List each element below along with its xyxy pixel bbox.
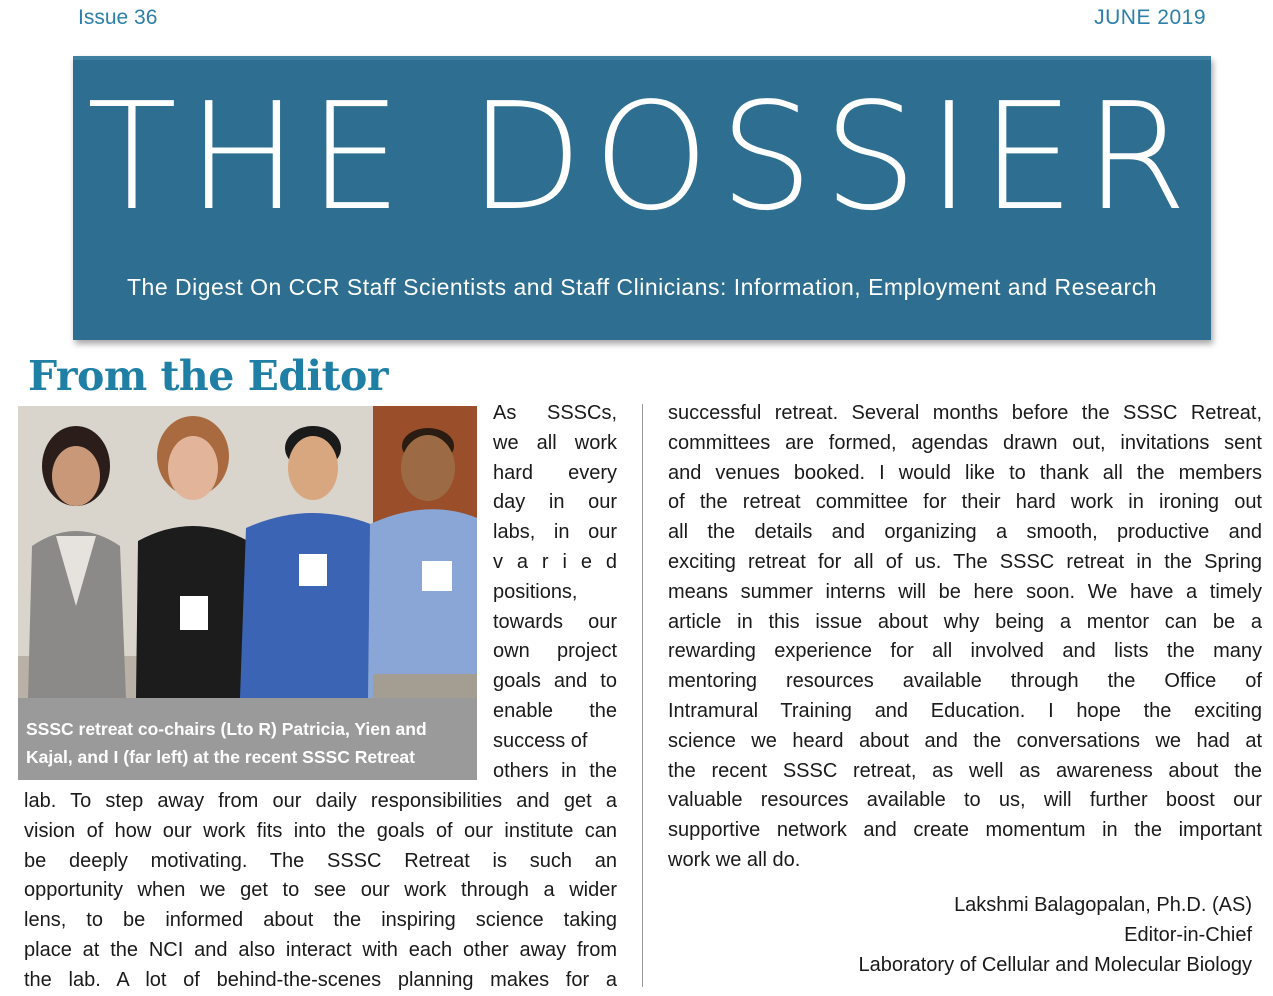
masthead-title: THE DOSSIER: [86, 71, 1198, 243]
text-line: of the retreat committee for their hard work in ironing out: [668, 491, 1262, 514]
text-line: others in the: [493, 759, 617, 782]
text-line: Intramural Training and Education. I hope the exciting: [668, 699, 1262, 722]
text-line: rewarding experience for all involved and lists the many: [668, 640, 1262, 663]
editor-signature: [858, 890, 1252, 980]
text-line: opportunity when we get to see our work through a wider: [24, 879, 617, 902]
signature-role: Editor-in-Chief: [1124, 924, 1252, 946]
text-line: work we all do.: [668, 848, 801, 871]
text-line: enable the: [493, 699, 617, 722]
text-line: hard every: [493, 461, 617, 484]
text-line: lens, to be informed about the inspiring science taking: [24, 909, 617, 932]
text-line: the lab. A lot of behind-the-scenes planning makes for a: [24, 968, 617, 991]
masthead-subtitle: The Digest On CCR Staff Scientists and Staff Clinicians: Information, Employment and Research: [127, 274, 1157, 300]
text-line: the recent SSSC retreat, as well as awareness about the: [668, 759, 1262, 782]
text-line: success of: [493, 729, 588, 752]
issue-date: JUNE 2019: [1094, 6, 1206, 29]
photo-caption: [26, 715, 476, 771]
text-line: As SSSCs,: [493, 402, 617, 424]
text-line: exciting retreat for all of us. The SSSC retreat in the Spring: [668, 550, 1262, 573]
text-line: and venues booked. I would like to thank all the members: [668, 461, 1262, 484]
text-line: be deeply motivating. The SSSC Retreat is such an: [24, 849, 617, 872]
text-line: day in our: [493, 491, 617, 514]
text-line: all the details and organizing a smooth, productive and: [668, 521, 1262, 544]
section-title: From the Editor: [28, 352, 388, 400]
text-line: own project: [493, 640, 617, 663]
caption-line: Kajal, and I (far left) at the recent SSSC Retreat: [26, 747, 415, 767]
article-column-2: [668, 399, 1262, 876]
text-line: science we heard about and the conversations we had at: [668, 729, 1262, 752]
text-line: committees are formed, agendas drawn out, invitations sent: [668, 431, 1262, 454]
text-line: labs, in our: [493, 521, 617, 544]
text-line: mentoring resources available through the Office of: [668, 670, 1262, 693]
text-line: v a r i e d: [493, 550, 617, 573]
signature-lab: Laboratory of Cellular and Molecular Biology: [858, 954, 1252, 976]
column-divider: [642, 404, 643, 987]
text-line: vision of how our work fits into the goals of our institute can: [24, 819, 617, 842]
text-line: valuable resources available to us, will further boost our: [668, 789, 1262, 812]
caption-line: SSSC retreat co-chairs (Lto R) Patricia, Yien and: [26, 719, 427, 739]
text-line: article in this issue about why being a mentor can be a: [668, 610, 1262, 633]
text-line: supportive network and create momentum in the important: [668, 819, 1262, 842]
article-column-1: [24, 787, 617, 996]
article-side-column: [493, 399, 617, 786]
masthead-banner: [73, 56, 1211, 340]
text-line: lab. To step away from our daily responsibilities and get a: [24, 790, 617, 812]
text-line: successful retreat. Several months before the SSSC Retreat,: [668, 402, 1262, 424]
text-line: positions,: [493, 580, 578, 603]
signature-name: Lakshmi Balagopalan, Ph.D. (AS): [954, 894, 1252, 916]
editor-photo: [18, 406, 477, 780]
issue-number: Issue 36: [78, 6, 158, 29]
text-line: goals and to: [493, 670, 617, 693]
text-line: towards our: [493, 610, 617, 633]
text-line: means summer interns will be here soon. We have a timely: [668, 580, 1262, 603]
text-line: we all work: [493, 431, 617, 454]
text-line: place at the NCI and also interact with each other away from: [24, 938, 617, 961]
